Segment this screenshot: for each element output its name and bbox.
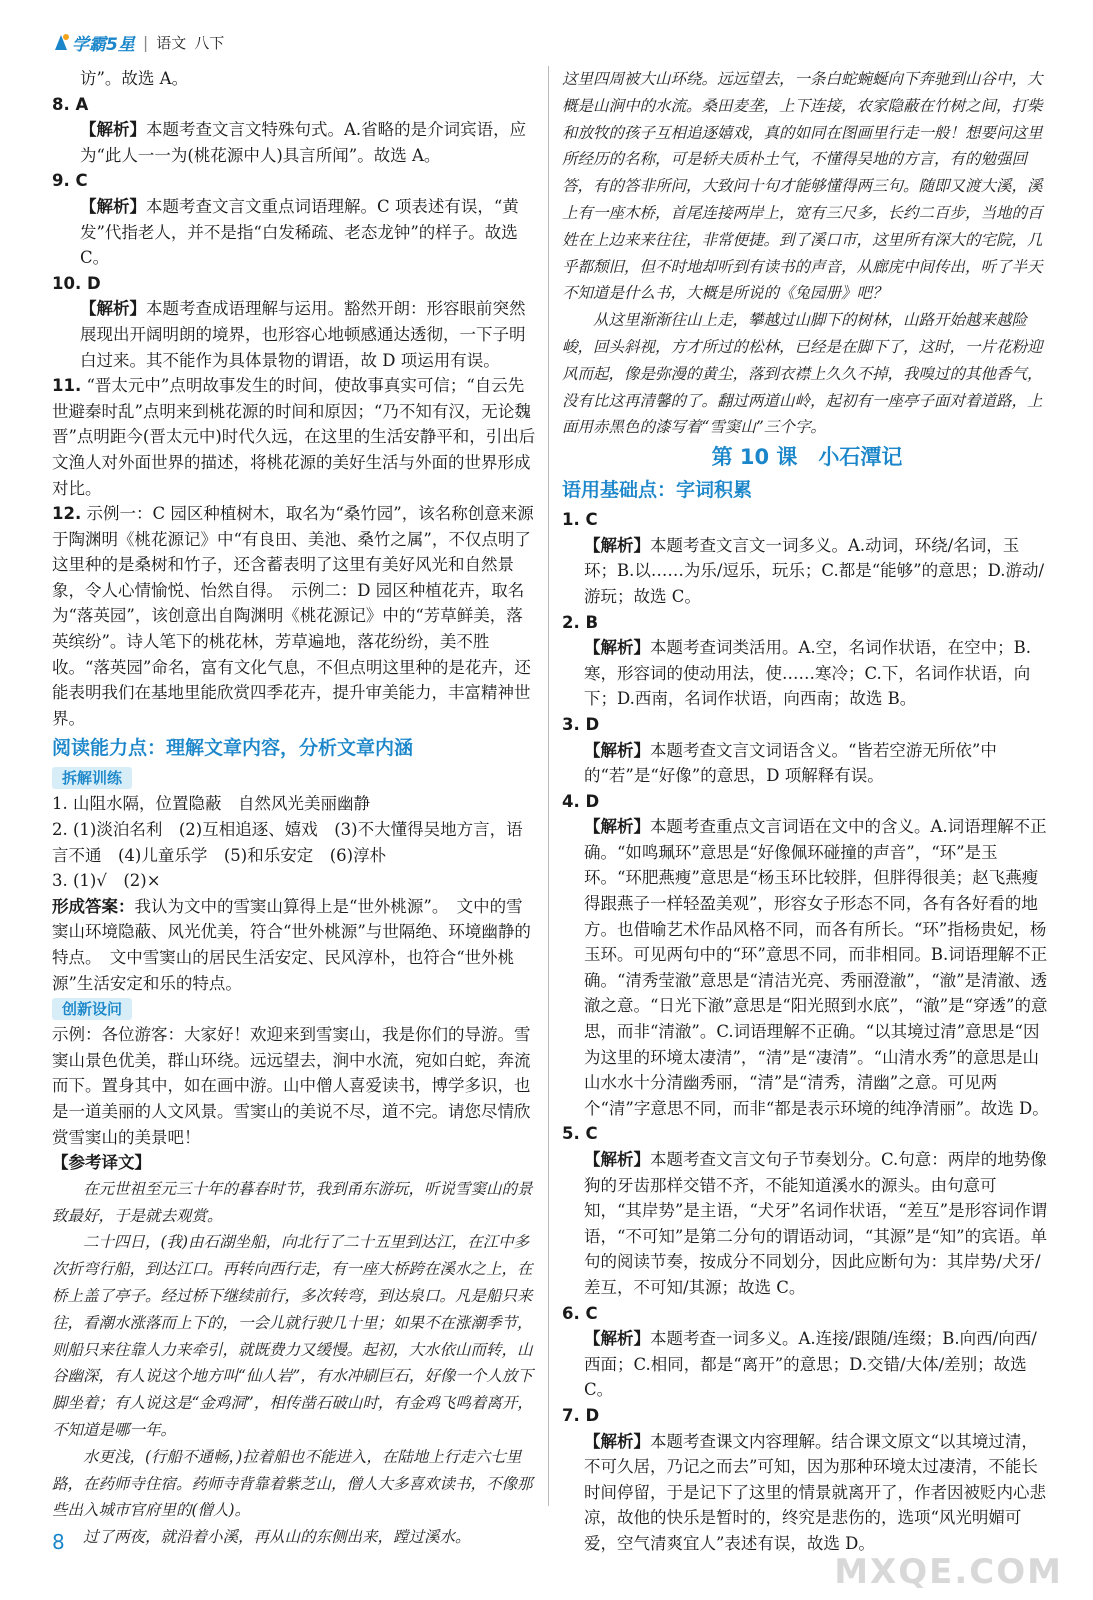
answer-number: 7. D bbox=[562, 1405, 600, 1425]
explanation-tag: 【解析】 bbox=[584, 1431, 650, 1451]
explanation-tag: 【解析】 bbox=[80, 196, 146, 216]
explanation-text: 本题考查课文内容理解。结合课文原文“以其境过清，不可久居，乃记之而去”可知，因为那种环境太过凄清，不能长时间停留，于是记下了这里的情景就离开了，作者因被贬内心悲凉，故他的快乐是暂时的，终究是悲伤的，选项“风光明媚可爱，空气清爽宜人”表述有误，故选 D。 bbox=[584, 1431, 1046, 1553]
answer-number: 6. C bbox=[562, 1303, 598, 1323]
answer-number: 4. D bbox=[562, 791, 600, 811]
translation-paragraph: 水更浅，(行船不通畅，)拉着船也不能进入，在陆地上行走六七里路，在药师寺住宿。药师寺背靠着紫芝山，僧人大多喜欢读书，不像那些出入城市官府里的(僧人)。 bbox=[52, 1447, 533, 1520]
translation-paragraph: 从这里渐渐往山上走，攀越过山脚下的树林，山路开始越来越险峻，回头斜视，方才所过的松林，已经是在脚下了，这时，一片花粉迎风而起，像是弥漫的黄尘，落到衣襟上久久不掉，我嗅过的其他香气，没有比这再清馨的了。翻过两道山岭，起初有一座亭子面对着道路，上面用赤黑色的漆写着“雪窦山”三个字。 bbox=[562, 311, 1043, 437]
reading-answer-3: 3. (1)√ (2)× bbox=[52, 871, 161, 891]
answer-6 bbox=[562, 1301, 1052, 1327]
explanation-text: 本题考查文言文特殊句式。A.省略的是介词宾语，应为“此人一一为(桃花源中人)具言所闻”。故选 A。 bbox=[80, 120, 527, 165]
explanation-7 bbox=[562, 1429, 1052, 1557]
formed-answer-text: 我认为文中的雪窦山算得上是“世外桃源”。 文中的雪窦山环境隐蔽、风光优美，符合“世外桃源”与世隔绝、环境幽静的特点。 文中雪窦山的居民生活安定、民风淳朴，也符合“世外桃源”生活安定和乐的特点。 bbox=[52, 896, 531, 993]
continued-line: 访”。故选 A。 bbox=[80, 69, 189, 88]
answer-1 bbox=[562, 507, 1052, 533]
reading-answer-1: 1. 山阻水隔，位置隐蔽 自然风光美丽幽静 bbox=[52, 794, 370, 814]
answer-12 bbox=[52, 501, 538, 731]
explanation-text: 本题考查一词多义。A.连接/跟随/连缀；B.向西/向西/西面；C.相同，都是“离开”的意思；D.交错/大体/差别；故选 C。 bbox=[584, 1329, 1037, 1400]
explanation-tag: 【解析】 bbox=[584, 740, 650, 760]
explanation-text: 本题考查词类活用。A.空，名词作状语，在空中；B.寒，形容词的使动用法，使……寒冷；C.下，名词作状语，向下；D.西南，名词作状语，向西南；故选 B。 bbox=[584, 638, 1032, 709]
answer-10 bbox=[52, 271, 538, 297]
answer-number: 1. C bbox=[562, 510, 598, 530]
answer-2 bbox=[562, 610, 1052, 636]
explanation-tag: 【解析】 bbox=[584, 1329, 650, 1349]
watermark: MXQE.COM bbox=[834, 1552, 1063, 1592]
answer-number: 9. C bbox=[52, 171, 88, 191]
answer-number: 3. D bbox=[562, 714, 600, 734]
explanation-text: 本题考查成语理解与运用。豁然开朗：形容眼前突然展现出开阔明朗的境界，也形容心地顿感通达透彻，一下子明白过来。其不能作为具体景物的谓语，故 D 项运用有误。 bbox=[80, 299, 526, 370]
explanation-1 bbox=[562, 533, 1052, 610]
answer-7 bbox=[562, 1403, 1052, 1429]
translation-paragraph: 过了两夜，就沿着小溪，再从山的东侧出来，蹚过溪水。 bbox=[83, 1528, 471, 1547]
brand-name: 学霸5星 bbox=[72, 35, 135, 55]
answer-number: 12. bbox=[52, 504, 82, 524]
explanation-tag: 【解析】 bbox=[80, 120, 146, 140]
explanation-9 bbox=[52, 194, 538, 271]
reference-translation-title: 【参考译文】 bbox=[52, 1153, 151, 1173]
translation-paragraph: 在元世祖至元三十年的暮春时节，我到甬东游玩，听说雪窦山的景致最好，于是就去观赏。 bbox=[52, 1179, 533, 1225]
explanation-8 bbox=[52, 117, 538, 168]
explanation-2 bbox=[562, 635, 1052, 712]
explanation-3 bbox=[562, 738, 1052, 789]
answer-number: 10. D bbox=[52, 273, 101, 293]
chip-split-training: 拆解训练 bbox=[52, 767, 132, 789]
explanation-tag: 【解析】 bbox=[584, 817, 650, 837]
logo-icon bbox=[52, 32, 70, 54]
left-column bbox=[52, 66, 538, 1551]
answer-4 bbox=[562, 789, 1052, 815]
lesson-title: 第 10 课 小石潭记 bbox=[711, 445, 903, 470]
answer-5 bbox=[562, 1121, 1052, 1147]
page-header bbox=[52, 30, 224, 55]
column-divider bbox=[548, 66, 549, 1506]
explanation-tag: 【解析】 bbox=[584, 535, 650, 555]
answer-11 bbox=[52, 373, 538, 501]
explanation-tag: 【解析】 bbox=[584, 638, 650, 658]
answer-9 bbox=[52, 168, 538, 194]
section-basic-title: 语用基础点：字词积累 bbox=[562, 479, 753, 502]
explanation-text: 本题考查重点文言词语在文中的含义。A.词语理解不正确。“如鸣珮环”意思是“好像佩环碰撞的声音”，“环”是玉环。“环肥燕瘦”意思是“杨玉环比较胖，但胖得很美；赵飞燕瘦得跟燕子一样轻盈美观”，形容女子形态不同，各有各好看的地方。也借喻艺术作品风格不同，而各有所长。“环”指杨贵妃，杨玉环。可见两句中的“环”意思不同，而非相同。B.词语理解不正确。“清秀莹澈”意思是“清洁光亮、秀丽澄澈”，“澈”是清澈、透澈之意。“日光下澈”意思是“阳光照到水底”，“澈”是“穿透”的意思，而非“清澈”。C.词语理解不正确。“以其境过清”意思是“因为这里的环境太凄清”，“清”是“凄清”。“山清水秀”的意思是山山水水十分清幽秀丽，“清”是“清秀，清幽”之意。可见两个“清”字意思不同，而非“都是表示环境的纯净清丽”。故选 D。 bbox=[584, 817, 1049, 1118]
explanation-text: 本题考查文言文句子节奏划分。C.句意：两岸的地势像狗的牙齿那样交错不齐，不能知道溪水的源头。由句意可知，“其岸势”是主语，“犬牙”名词作状语，“差互”是形容词作谓语，“不可知”是第二分句的谓语动词，“其源”是“知”的宾语。单句的阅读节奏，按成分不同划分，因此应断句为：其岸势/犬牙/差互，不可知/其源；故选 C。 bbox=[584, 1150, 1048, 1297]
reading-answer-2: 2. (1)淡泊名利 (2)互相追逐、嬉戏 (3)不大懂得吴地方言，语言不通 (4)儿童乐学 (5)和乐安定 (6)淳朴 bbox=[52, 820, 523, 865]
translation-paragraph: 二十四日，(我)由石湖坐船，向北行了二十五里到达江，在江中多次折弯行船，到达江口。再转向西行走，有一座大桥跨在溪水之上，在桥上盖了亭子。经过桥下继续前行，多次转弯，到达泉口。凡是船只来往，看潮水涨落而上下的，一会儿就行驶几十里；如果不在涨潮季节，则船只来往靠人力来牵引，就既费力又缓慢。起初，大水依山而转，山谷幽深，有人说这个地方叫“仙人岩”，有水冲刷巨石，好像一个人放下脚坐着；有人说这是“金鸡洞”，相传凿石破山时，有金鸡飞鸣着离开，不知道是哪一年。 bbox=[52, 1233, 533, 1439]
explanation-10 bbox=[52, 296, 538, 373]
header-grade: 八下 bbox=[194, 34, 225, 52]
formed-answer bbox=[52, 894, 538, 996]
answer-text: 示例一：C 园区种植树木，取名为“桑竹园”，该名称创意来源于陶渊明《桃花源记》中“有良田、美池、桑竹之属”，不仅点明了这里种的是桑树和竹子，还含蓄表明了这里有美好风光和自然景象，令人心情愉悦、怡然自得。 示例二：D 园区种植花卉，取名为“落英园”，该创意出自陶渊明《桃花源记》中的“芳草鲜美，落英缤纷”。诗人笔下的桃花林，芳草遍地，落花纷纷，美不胜收。“落英园”命名，富有文化气息，不但点明这里种的是花卉，还能表明我们在基地里能欣赏四季花卉，提升审美能力，丰富精神世界。 bbox=[52, 504, 534, 728]
explanation-5 bbox=[562, 1147, 1052, 1301]
answer-3 bbox=[562, 712, 1052, 738]
answer-text: “晋太元中”点明故事发生的时间，使故事真实可信；“自云先世避秦时乱”点明来到桃花源的时间和原因；“乃不知有汉，无论魏晋”点明距今(晋太元中)时代久远，在这里的生活安静平和，引出后文渔人对外面世界的描述，将桃花源的美好生活与外面的世界形成对比。 bbox=[52, 376, 536, 498]
section-reading-title: 阅读能力点：理解文章内容，分析文章内涵 bbox=[52, 737, 414, 760]
explanation-tag: 【解析】 bbox=[80, 299, 146, 319]
answer-number: 2. B bbox=[562, 612, 599, 632]
formed-answer-tag: 形成答案： bbox=[52, 896, 135, 916]
explanation-text: 本题考查文言文重点词语理解。C 项表述有误，“黄发”代指老人，并不是指“白发稀疏、老态龙钟”的样子。故选 C。 bbox=[80, 196, 519, 268]
explanation-text: 本题考查文言文一词多义。A.动词，环绕/名词，玉环；B.以……为乐/逗乐，玩乐；C.都是“能够”的意思；D.游动/游玩；故选 C。 bbox=[584, 535, 1045, 606]
right-column bbox=[562, 66, 1052, 1557]
explanation-tag: 【解析】 bbox=[584, 1150, 650, 1169]
answer-8 bbox=[52, 92, 538, 118]
translation-paragraph: 这里四周被大山环绕。远远望去，一条白蛇蜿蜒向下奔驰到山谷中，大概是山涧中的水流。桑田麦垄，上下连接，农家隐蔽在竹树之间，打柴和放牧的孩子互相追逐嬉戏，真的如同在图画里行走一般！想要问这里所经历的名称，可是轿夫质朴土气，不懂得吴地的方言，有的勉强回答，有的答非所问，大致问十句才能够懂得两三句。随即又渡大溪，溪上有一座木桥，首尾连接两岸上，宽有三尺多，长约二百步，当地的百姓在上边来来往往，非常便捷。到了溪口市，这里所有深大的宅院，几乎都颓旧，但不时地却听到有读书的声音，从廊庑中间传出，听了半天不知道是什么书，大概是所说的《兔园册》吧？ bbox=[562, 70, 1043, 303]
answer-number: 8. A bbox=[52, 94, 89, 114]
creative-answer: 示例：各位游客：大家好！欢迎来到雪窦山，我是你们的导游。雪窦山景色优美，群山环绕。远远望去，涧中水流，宛如白蛇，奔流而下。置身其中，如在画中游。山中僧人喜爱读书，博学多识，也是一道美丽的人文风景。雪窦山的美说不尽，道不完。请您尽情欣赏雪窦山的美景吧！ bbox=[52, 1025, 531, 1147]
page-number: 8 bbox=[52, 1530, 65, 1554]
brand-logo bbox=[52, 30, 135, 55]
answer-number: 5. C bbox=[562, 1124, 598, 1144]
header-subject: 语文 bbox=[156, 34, 187, 52]
answer-number: 11. bbox=[52, 376, 82, 396]
chip-creative-question: 创新设问 bbox=[52, 998, 132, 1020]
explanation-text: 本题考查文言文词语含义。“皆若空游无所依”中的“若”是“好像”的意思，D 项解释有误。 bbox=[584, 740, 997, 786]
header-separator: | bbox=[142, 33, 149, 52]
explanation-4 bbox=[562, 814, 1052, 1121]
explanation-6 bbox=[562, 1326, 1052, 1403]
